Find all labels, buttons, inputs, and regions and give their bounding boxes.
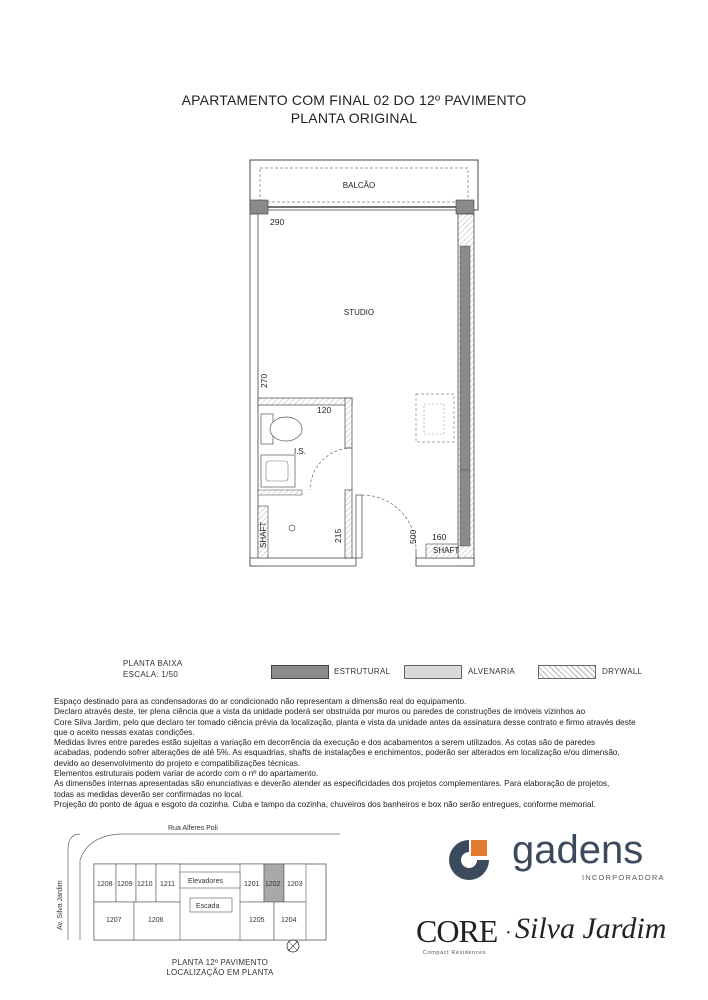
unit-1208: 1208: [97, 881, 113, 888]
elevators-label: Elevadores: [188, 878, 224, 885]
legend-caption-line1: PLANTA BAIXA: [123, 659, 183, 668]
legend-swatch-structural: [271, 665, 329, 679]
legend-structural: ESTRUTURAL: [334, 667, 391, 676]
silva-jardim-wordmark: Silva Jardim: [515, 912, 667, 945]
legend-caption-line2: ESCALA: 1/50: [123, 670, 179, 679]
left-wall: [250, 214, 258, 566]
document-subtitle: PLANTA ORIGINAL: [290, 110, 418, 126]
gadens-subtitle: INCORPORADORA: [582, 873, 665, 882]
entrance-door-jamb: [356, 495, 362, 558]
studio-label: STUDIO: [343, 308, 375, 317]
stairs-label: Escada: [196, 903, 220, 910]
bathroom-label: I.S.: [293, 447, 307, 456]
right-wall-structural-lower: [460, 470, 470, 546]
location-caption-line1: PLANTA 12º PAVIMENTO: [171, 958, 269, 967]
floor-plan: [0, 150, 708, 580]
kitchen-counter: [416, 394, 454, 442]
unit-1209: 1209: [117, 881, 133, 888]
core-separator-dot: ·: [505, 922, 512, 944]
notes-block: [54, 697, 674, 810]
note-line: que o aceito nessas exatas condições.: [54, 727, 195, 737]
unit-1205: 1205: [249, 917, 265, 924]
dimension-120: 120: [317, 405, 332, 415]
document-title: APARTAMENTO COM FINAL 02 DO 12º PAVIMENTO: [181, 92, 527, 108]
location-key-plan: [40, 820, 340, 960]
note-line: Medidas livres entre paredes estão sujeitas a variação em decorrência da execução e dos acabamentos a serem utilizados. As cotas são de paredes: [54, 738, 596, 748]
gadens-wordmark: gadens: [512, 828, 644, 872]
left-shaft-label: SHAFT: [259, 521, 268, 548]
note-line: acabadas, podendo sofrer alterações de até 5%. As esquadrias, shafts de instalações e enchimentos, poderão ser alterados em localização e/ou dimensão,: [54, 748, 620, 758]
note-line: Declaro através deste, ter plena ciência que a vista da unidade poderá ser obstruída por muros ou paredes de construções de imóveis vizinhos ao: [54, 707, 586, 717]
unit-1206: 1206: [148, 917, 164, 924]
bathroom-divider: [258, 490, 302, 495]
street-left-label: Av. Silva Jardim: [57, 880, 64, 930]
unit-1207: 1207: [106, 917, 122, 924]
legend-masonry: ALVENARIA: [468, 667, 516, 676]
note-line: Elementos estruturais podem variar de acordo com o nº do apartamento.: [54, 769, 319, 779]
north-compass-icon: [287, 940, 299, 952]
legend-drywall: DRYWALL: [602, 667, 643, 676]
note-line: todas as medidas deverão ser confirmadas no local.: [54, 789, 244, 799]
unit-1203: 1203: [287, 881, 303, 888]
note-line: Projeção do ponto de água e esgoto da cozinha. Cuba e tampo da cozinha, chuveiros dos banheiros e box não serão entregues, conforme memorial.: [54, 799, 596, 809]
right-shaft-label: SHAFT: [433, 546, 460, 555]
dimension-500: 500: [408, 529, 418, 544]
bathroom-right-wall-upper: [345, 398, 352, 448]
note-line: Espaço destinado para as condensadoras do ar condicionado não representam a dimensão real do equipamento.: [54, 697, 467, 706]
dimension-270: 270: [259, 373, 269, 388]
street-top-label: Rua Alferes Poli: [168, 825, 218, 832]
gadens-logo-icon: [445, 836, 495, 886]
structural-column-top-left: [250, 200, 268, 214]
bathroom-door-swing: [310, 448, 352, 490]
unit-1201: 1201: [244, 881, 260, 888]
balcony-label: BALCÃO: [342, 181, 376, 190]
right-wall-structural-upper: [460, 246, 470, 470]
note-line: Core Silva Jardim, pelo que declaro ter tomado ciência prévia da localização, planta e vista da unidade antes da assinatura desse contrato e firmo através deste: [54, 717, 636, 727]
legend-swatch-masonry: [404, 665, 462, 679]
unit-1204: 1204: [281, 917, 297, 924]
bathroom-top-wall: [258, 398, 352, 405]
bottom-wall-left: [250, 558, 356, 566]
note-line: devido ao desenvolvimento do projeto e compatibilizações técnicas.: [54, 758, 301, 768]
bathroom-right-wall-lower: [345, 490, 352, 558]
dimension-160: 160: [432, 532, 447, 542]
unit-1202: 1202: [265, 881, 281, 888]
toilet-bowl: [270, 417, 302, 441]
dimension-290: 290: [270, 217, 285, 227]
bottom-wall-right: [416, 558, 474, 566]
structural-column-top-right: [456, 200, 474, 214]
legend-swatch-drywall: [538, 665, 596, 679]
core-subtitle: Compact Residences: [423, 950, 487, 956]
note-line: As dimensões internas apresentadas são enunciativas e deverão atender as especificidades dos projetos complementares. Para elaboração de projetos,: [54, 779, 610, 789]
unit-1211: 1211: [160, 881, 176, 888]
shower-drain: [289, 525, 295, 531]
location-caption-line2: LOCALIZAÇÃO EM PLANTA: [166, 968, 274, 977]
dimension-215: 215: [333, 528, 343, 543]
unit-1210: 1210: [137, 881, 153, 888]
core-wordmark: CORE: [416, 913, 498, 949]
